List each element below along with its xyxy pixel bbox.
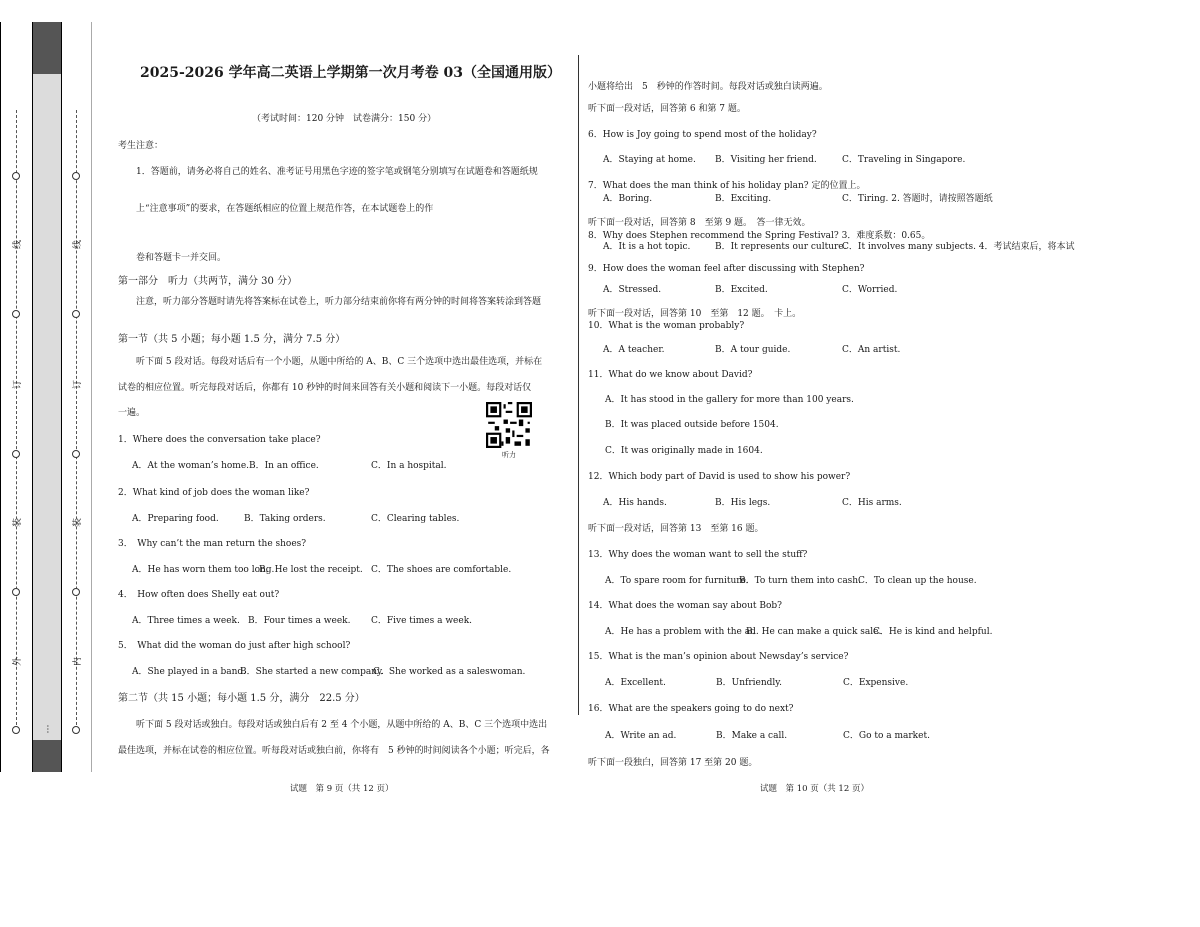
question-8: 8．Why does Stephen recommend the Spring Festival? 3．难度系数：0.65。 xyxy=(588,231,931,241)
option-c: C．Worried. xyxy=(842,285,898,295)
option-b: B．To turn them into cash. xyxy=(739,576,861,586)
option-b: B．She started a new company. xyxy=(240,667,384,677)
question-14: 14．What does the woman say about Bob? xyxy=(588,601,782,611)
exam-info: （考试时间：120 分钟 试卷满分：150 分） xyxy=(252,114,437,124)
option-c: C．To clean up the house. xyxy=(858,576,977,586)
option-b: B．In an office. xyxy=(249,461,319,471)
monologue-intro: 听下面一段独白，回答第 17 至第 20 题。 xyxy=(588,758,758,768)
option-b: B．His legs. xyxy=(715,498,771,508)
question-12: 12．Which body part of David is used to show his power? xyxy=(588,472,851,482)
binding-hole-marker xyxy=(72,172,80,180)
binding-label-nei: 内 xyxy=(73,656,84,667)
option-b: B．He can make a quick sale. xyxy=(746,627,882,637)
option-c: C．She worked as a saleswoman. xyxy=(373,667,526,677)
option-c: C．It was originally made in 1604. xyxy=(605,446,763,456)
binding-hole-marker xyxy=(12,310,20,318)
option-b: B．It represents our culture. xyxy=(715,242,847,252)
option-a: A．A teacher. xyxy=(603,345,665,355)
page-divider xyxy=(578,55,579,715)
continued-line: 小题将给出 5 秒钟的作答时间。每段对话或独白读两遍。 xyxy=(588,82,828,92)
option-b: B．A tour guide. xyxy=(715,345,791,355)
option-a: A．To spare room for furniture. xyxy=(605,576,749,586)
option-b: B．Four times a week. xyxy=(248,616,351,626)
binding-hole-marker xyxy=(72,726,80,734)
option-a: A．He has a problem with the ad. xyxy=(605,627,759,637)
option-c: C．He is kind and helpful. xyxy=(873,627,993,637)
option-a: A．Staying at home. xyxy=(603,155,696,165)
option-a: A．At the woman’s home. xyxy=(132,461,250,471)
binding-label-wai: 外 xyxy=(13,656,24,667)
part1-title: 第一部分 听力（共两节，满分 30 分） xyxy=(118,276,298,287)
option-c: C．The shoes are comfortable. xyxy=(371,565,512,575)
question-13: 13．Why does the woman want to sell the stuff? xyxy=(588,550,808,560)
binding-label-xian: 线 xyxy=(13,239,24,250)
option-b: B．Excited. xyxy=(715,285,768,295)
binding-label-zhuang: 装 xyxy=(13,517,24,528)
option-c: C．His arms. xyxy=(842,498,902,508)
section1-desc: 听下面 5 段对话。每段对话后有一个小题，从题中所给的 A、B、C 三个选项中选出最佳选项，并标在 xyxy=(136,357,543,367)
binding-hole-marker xyxy=(72,588,80,596)
binding-edge-line xyxy=(0,22,5,772)
option-c: C．It involves many subjects. 4．考试结束后，将本试 xyxy=(842,242,1075,252)
question-11: 11．What do we know about David? xyxy=(588,370,753,380)
binding-strip-dots: … xyxy=(41,724,52,734)
option-c: C．In a hospital. xyxy=(371,461,447,471)
binding-strip-frame xyxy=(32,22,62,772)
dialogue-intro: 听下面一段对话，回答第 8 至第 9 题。 答一律无效。 xyxy=(588,218,811,228)
question-10: 10．What is the woman probably? xyxy=(588,321,745,331)
option-a: A．His hands. xyxy=(603,498,667,508)
dialogue-intro: 听下面一段对话，回答第 13 至第 16 题。 xyxy=(588,524,764,534)
notice-title: 考生注意： xyxy=(118,141,164,151)
dialogue-intro: 听下面一段对话，回答第 10 至第 12 题。 卡上。 xyxy=(588,309,802,319)
question-2: 2．What kind of job does the woman like? xyxy=(118,488,310,498)
option-b: B．Unfriendly. xyxy=(716,678,783,688)
option-b: B．Make a call. xyxy=(716,731,788,741)
binding-dotted-line-outer xyxy=(16,110,17,730)
option-a: A．She played in a band. xyxy=(132,667,246,677)
section1-desc: 试卷的相应位置。听完每段对话后，你都有 10 秒钟的时间来回答有关小题和阅读下一小题。每段对话仅 xyxy=(118,383,532,393)
binding-hole-marker xyxy=(12,172,20,180)
question-5: 5． What did the woman do just after high school? xyxy=(118,641,351,651)
option-c: C．Five times a week. xyxy=(371,616,473,626)
question-3: 3． Why can’t the man return the shoes? xyxy=(118,539,307,549)
notice-line: 卷和答题卡一并交回。 xyxy=(136,253,227,263)
binding-label-ding: 订 xyxy=(13,379,24,390)
option-a: A．Write an ad. xyxy=(605,731,677,741)
section2-desc: 最佳选项，并标在试卷的相应位置。听每段对话或独白前，你将有 5 秒钟的时间阅读各个小题；听完后，各 xyxy=(118,746,550,756)
binding-hole-marker xyxy=(72,310,80,318)
option-a: A．Three times a week. xyxy=(132,616,240,626)
option-b: B．Exciting. xyxy=(715,194,772,204)
option-a: A．Excellent. xyxy=(605,678,666,688)
notice-line: 1．答题前，请务必将自己的姓名、准考证号用黑色字迹的签字笔或钢笔分别填写在试题卷和答题纸规 xyxy=(136,167,538,177)
option-a: A．He has worn them too long. xyxy=(132,565,275,575)
dialogue-intro: 听下面一段对话，回答第 6 和第 7 题。 xyxy=(588,104,746,114)
binding-hole-marker xyxy=(12,588,20,596)
binding-label-ding-inner: 订 xyxy=(73,379,84,390)
section1-title: 第一节（共 5 小题；每小题 1.5 分，满分 7.5 分） xyxy=(118,334,346,345)
option-c: C．Go to a market. xyxy=(843,731,930,741)
page-footer-left: 试题 第 9 页（共 12 页） xyxy=(290,784,394,794)
option-a: A．Boring. xyxy=(603,194,653,204)
question-1: 1．Where does the conversation take place? xyxy=(118,435,321,445)
binding-hole-marker xyxy=(72,450,80,458)
option-a: A．Stressed. xyxy=(603,285,662,295)
option-a: A．It is a hot topic. xyxy=(603,242,691,252)
question-16: 16．What are the speakers going to do next? xyxy=(588,704,794,714)
binding-right-edge xyxy=(91,22,92,772)
binding-label-xian-inner: 线 xyxy=(73,239,84,250)
option-c: C．Clearing tables. xyxy=(371,514,460,524)
question-6: 6．How is Joy going to spend most of the holiday? xyxy=(588,130,817,140)
notice-line: 上“注意事项”的要求，在答题纸相应的位置上规范作答，在本试题卷上的作 xyxy=(136,204,434,214)
binding-dotted-line-inner xyxy=(76,110,77,730)
option-a: A．It has stood in the gallery for more than 100 years. xyxy=(605,395,854,405)
option-b: B．He lost the receipt. xyxy=(259,565,363,575)
part1-note: 注意，听力部分答题时请先将答案标在试卷上，听力部分结束前你将有两分钟的时间将答案转涂到答题 xyxy=(136,297,542,307)
option-c: C．Expensive. xyxy=(843,678,909,688)
question-4: 4． How often does Shelly eat out? xyxy=(118,590,280,600)
binding-hole-marker xyxy=(12,450,20,458)
question-7: 7．What does the man think of his holiday plan? 定的位置上。 xyxy=(588,181,866,191)
binding-label-zhuang-inner: 装 xyxy=(73,517,84,528)
option-b: B．Visiting her friend. xyxy=(715,155,817,165)
option-c: C．Tiring. 2. 答题时，请按照答题纸 xyxy=(842,194,993,204)
option-a: A．Preparing food. xyxy=(132,514,219,524)
qr-label: 听力 xyxy=(502,451,516,459)
question-9: 9．How does the woman feel after discussing with Stephen? xyxy=(588,264,865,274)
question-15: 15．What is the man’s opinion about Newsday’s service? xyxy=(588,652,849,662)
section2-desc: 听下面 5 段对话或独白。每段对话或独白后有 2 至 4 个小题，从题中所给的 A、B、C 三个选项中选出 xyxy=(136,720,548,730)
section1-desc: 一遍。 xyxy=(118,408,146,418)
listening-qr-code-icon xyxy=(486,402,532,448)
section2-title: 第二节（共 15 小题；每小题 1.5 分，满分 22.5 分） xyxy=(118,693,365,704)
page-footer-right: 试题 第 10 页（共 12 页） xyxy=(760,784,869,794)
page-title: 2025-2026 学年高二英语上学期第一次月考卷 03（全国通用版） xyxy=(140,65,561,81)
option-c: C．An artist. xyxy=(842,345,901,355)
option-b: B．Taking orders. xyxy=(244,514,326,524)
binding-hole-marker xyxy=(12,726,20,734)
option-c: C．Traveling in Singapore. xyxy=(842,155,966,165)
option-b: B．It was placed outside before 1504. xyxy=(605,420,779,430)
